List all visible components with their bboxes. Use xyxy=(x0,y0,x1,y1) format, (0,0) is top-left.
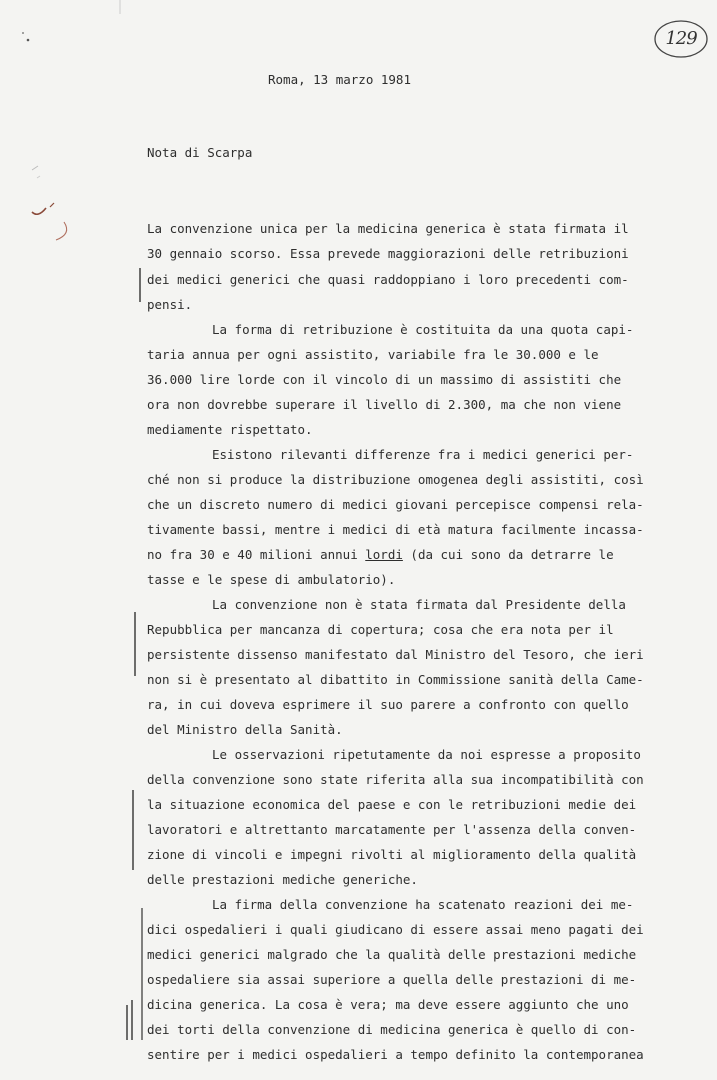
body-line: tasse e le spese di ambulatorio). xyxy=(147,572,396,587)
pencil-mark xyxy=(50,203,54,207)
dateline: Roma, 13 marzo 1981 xyxy=(268,72,411,87)
pencil-tick xyxy=(32,166,38,170)
pencil-mark xyxy=(32,208,46,214)
body-line: ra, in cui doveva esprimere il suo parere a confronto con quello xyxy=(147,697,629,712)
document-title: Nota di Scarpa xyxy=(147,145,253,160)
body-line: del Ministro della Sanità. xyxy=(147,722,343,737)
body-line: ché non si produce la distribuzione omogenea degli assistiti, così xyxy=(147,472,644,487)
page-number-text: 129 xyxy=(665,28,697,49)
body-line: persistente dissenso manifestato dal Ministro del Tesoro, che ieri xyxy=(147,647,644,662)
ink-speck xyxy=(27,39,30,42)
ink-speck xyxy=(22,32,24,34)
body-line: pensi. xyxy=(147,297,193,312)
body-line: dici ospedalieri i quali giudicano di essere assai meno pagati dei xyxy=(147,922,644,937)
body-line: dei torti della convenzione di medicina generica è quello di con- xyxy=(147,1022,637,1037)
body-line: La convenzione non è stata firmata dal Presidente della xyxy=(212,597,626,612)
body-line: La firma della convenzione ha scatenato reazioni dei me- xyxy=(212,897,634,912)
body-line: della convenzione sono state riferita alla sua incompatibilità con xyxy=(147,772,644,787)
body-line: ospedaliere sia assai superiore a quella delle prestazioni di me- xyxy=(147,972,637,987)
body-line: medici generici malgrado che la qualità delle prestazioni mediche xyxy=(147,947,637,962)
body-line: mediamente rispettato. xyxy=(147,422,313,437)
body-line-end: (da cui sono da detrarre le xyxy=(402,547,614,562)
body-line: la situazione economica del paese e con le retribuzioni medie dei xyxy=(147,797,637,812)
body-line: taria annua per ogni assistito, variabile fra le 30.000 e le xyxy=(147,347,599,362)
underlined-word: lordi xyxy=(365,547,403,562)
pencil-tick xyxy=(37,176,40,178)
body-line: 36.000 lire lorde con il vincolo di un massimo di assistiti che xyxy=(147,372,622,387)
body-line: ora non dovrebbe superare il livello di 2.300, ma che non viene xyxy=(147,397,622,412)
pencil-mark xyxy=(56,222,67,240)
body-line-with-underline xyxy=(147,547,614,563)
body-line: La convenzione unica per la medicina generica è stata firmata il xyxy=(147,221,629,236)
body-line: Repubblica per mancanza di copertura; cosa che era nota per il xyxy=(147,622,614,637)
body-line: zione di vincoli e impegni rivolti al miglioramento della qualità xyxy=(147,847,637,862)
body-line: Le osservazioni ripetutamente da noi espresse a proposito xyxy=(212,747,641,762)
body-line: sentire per i medici ospedalieri a tempo definito la contemporanea xyxy=(147,1047,644,1062)
body-line: delle prestazioni mediche generiche. xyxy=(147,872,418,887)
body-line: che un discreto numero di medici giovani percepisce compensi rela- xyxy=(147,497,644,512)
body-line: 30 gennaio scorso. Essa prevede maggiorazioni delle retribuzioni xyxy=(147,246,629,261)
body-line: La forma di retribuzione è costituita da una quota capi- xyxy=(212,322,634,337)
body-line-start: no fra 30 e 40 milioni annui xyxy=(147,547,366,562)
body-line: dei medici generici che quasi raddoppiano i loro precedenti com- xyxy=(147,272,629,287)
body-line: non si è presentato al dibattito in Commissione sanità della Came- xyxy=(147,672,644,687)
body-line: lavoratori e altrettanto marcatamente per l'assenza della conven- xyxy=(147,822,637,837)
body-line: Esistono rilevanti differenze fra i medici generici per- xyxy=(212,447,634,462)
body-line: tivamente bassi, mentre i medici di età matura facilmente incassa- xyxy=(147,522,644,537)
body-line: dicina generica. La cosa è vera; ma deve essere aggiunto che uno xyxy=(147,997,629,1012)
